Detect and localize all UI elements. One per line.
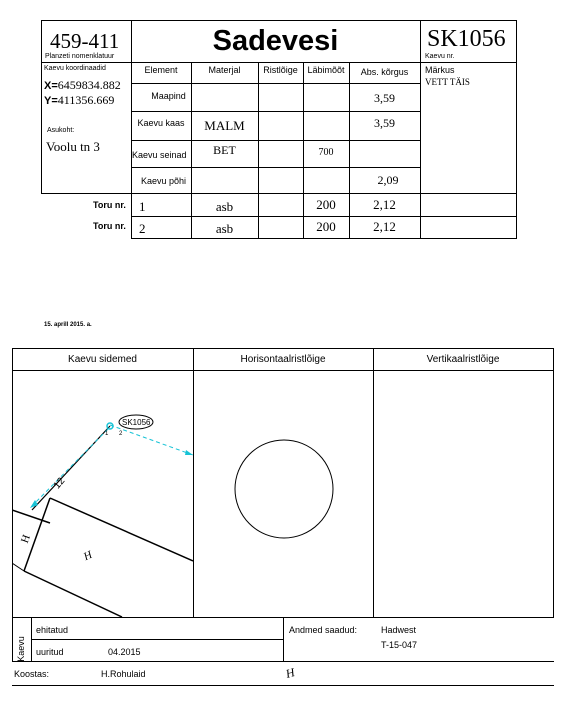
data-code: T-15-047 xyxy=(381,640,418,650)
col-header-diameter: Läbimõõt xyxy=(307,65,345,75)
parcel-letter: H xyxy=(18,533,33,545)
horizontal-section-circle xyxy=(233,438,335,540)
parcel-letter: H xyxy=(81,548,95,564)
well-caption: Kaevu nr. xyxy=(425,53,455,60)
connections-sketch xyxy=(12,371,193,617)
row-material: BET xyxy=(213,143,236,157)
well-id: SK1056 xyxy=(427,26,506,52)
col-header-material: Materjal xyxy=(208,65,241,75)
pipe-2-marker: 2 xyxy=(119,431,123,437)
coord-y-label: Y= xyxy=(44,95,58,107)
coords-caption: Kaevu koordinaadid xyxy=(44,65,106,72)
col-header-note: Märkus xyxy=(425,65,455,75)
location-value: Voolu tn 3 xyxy=(46,139,100,154)
built-label: ehitatud xyxy=(36,625,69,635)
well-tag: SK1056 xyxy=(122,418,151,427)
pipe-label: Toru nr. xyxy=(93,221,126,231)
coord-y xyxy=(44,93,114,108)
row-element: Kaevu kaas xyxy=(137,118,185,128)
coord-y-value: 411356.669 xyxy=(57,93,115,107)
row-height: 3,59 xyxy=(374,116,395,130)
author-name: H.Rohulaid xyxy=(101,669,146,679)
footer-side-label: Kaevu xyxy=(16,636,26,662)
surveyed-date: 04.2015 xyxy=(108,647,141,657)
author-label: Koostas: xyxy=(14,669,50,679)
pipe-number: 2 xyxy=(139,221,146,236)
row-diameter: 700 xyxy=(318,147,334,158)
col-header-height: Abs. kõrgus xyxy=(360,67,409,77)
document-date: 15. aprill 2015. a. xyxy=(44,322,92,328)
surveyed-label: uuritud xyxy=(36,647,64,657)
data-source-label: Andmed saadud: xyxy=(289,625,358,635)
signature: H xyxy=(284,665,297,681)
pipe-height: 2,12 xyxy=(373,219,396,234)
coord-x xyxy=(44,78,121,93)
col-header-section: Ristlõige xyxy=(263,65,298,75)
row-height: 3,59 xyxy=(374,91,395,105)
pipe-number: 1 xyxy=(139,199,146,214)
pipe-material: asb xyxy=(215,199,234,214)
sheet-caption: Planzeti nomenklatuur xyxy=(45,53,115,60)
col-title-horizontal: Horisontaalristlõige xyxy=(240,354,326,365)
sheet-number: 459-411 xyxy=(50,29,120,53)
col-title-vertical: Vertikaalristlõige xyxy=(426,354,500,365)
coord-x-label: X= xyxy=(44,80,58,92)
pipe-label: Toru nr. xyxy=(93,200,126,210)
dimension-label: 12 xyxy=(51,475,68,492)
pipe-diameter: 200 xyxy=(316,219,336,234)
data-source: Hadwest xyxy=(381,625,417,635)
col-header-element: Element xyxy=(144,65,178,75)
pipe-height: 2,12 xyxy=(373,197,396,212)
location-label: Asukoht: xyxy=(47,127,75,134)
row-element: Kaevu seinad xyxy=(132,150,187,160)
col-title-connections: Kaevu sidemed xyxy=(68,354,137,365)
row-element: Maapind xyxy=(151,91,186,101)
page-title: Sadevesi xyxy=(212,25,339,57)
row-element: Kaevu põhi xyxy=(140,176,187,186)
row-material: MALM xyxy=(204,118,245,133)
note-value: VETT TÄIS xyxy=(425,77,470,87)
pipe-material: asb xyxy=(215,221,234,236)
coord-x-value: 6459834.882 xyxy=(57,78,121,92)
pipe-diameter: 200 xyxy=(316,197,336,212)
row-height: 2,09 xyxy=(377,173,399,187)
pipe-1-marker: 1 xyxy=(105,431,109,437)
